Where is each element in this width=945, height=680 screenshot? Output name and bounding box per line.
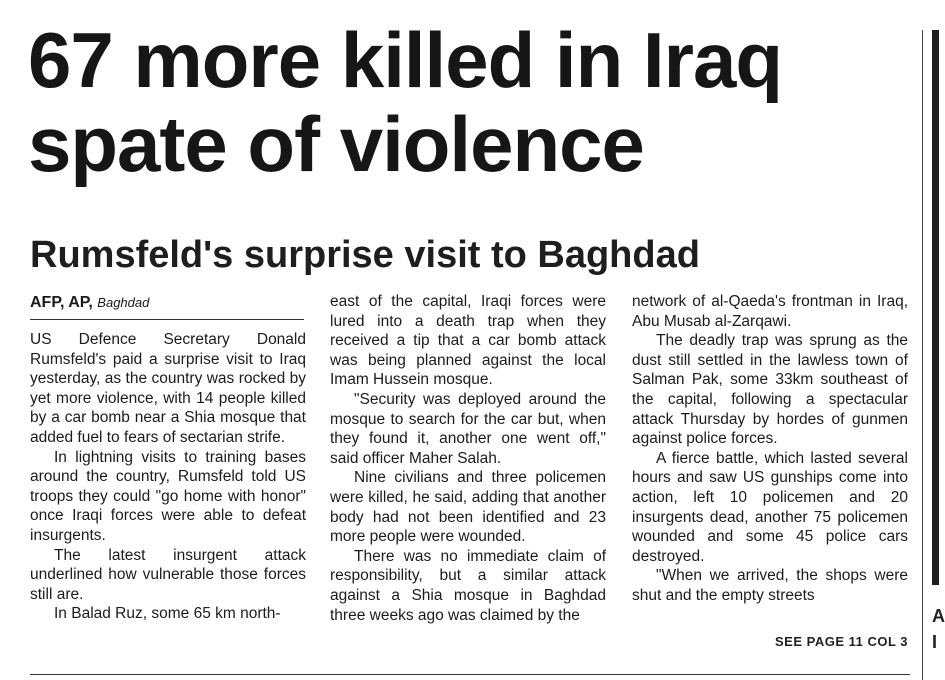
byline-dateline: Baghdad [97, 295, 150, 310]
paragraph: In Balad Ruz, some 65 km north- [54, 605, 281, 623]
bottom-divider [30, 674, 910, 675]
adjacent-text-fragment: A [932, 606, 945, 626]
headline: 67 more killed in Iraq spate of violence [28, 16, 782, 188]
article-column-3 [632, 292, 908, 606]
article-column-1 [30, 330, 306, 624]
paragraph: The latest insurgent attack underlined how vulnerable those forces still are. [30, 546, 306, 603]
paragraph: The deadly trap was sprung as the dust still settled in the lawless town of Salman Pak, some 33km southeast of the capital, following a spectacular attack Thursday by hordes of gunmen against police forces. [632, 332, 908, 448]
adjacent-photo-edge [932, 30, 939, 585]
paragraph: "When we arrived, the shops were shut and the empty streets [632, 567, 908, 604]
paragraph: east of the capital, Iraqi forces were lured into a death trap when they received a tip that a car bomb attack was being planned against the local Imam Hussein mosque. [330, 293, 606, 389]
subheadline: Rumsfeld's surprise visit to Baghdad [30, 234, 700, 276]
paragraph: In lightning visits to training bases around the country, Rumsfeld told US troops they could "go home with honor" once Iraqi forces were able to defeat insurgents. [30, 448, 306, 544]
byline [30, 293, 304, 320]
paragraph: "Security was deployed around the mosque to search for the car but, when they found it, another one went off," said officer Maher Salah. [330, 390, 606, 467]
paragraph: Nine civilians and three policemen were killed, he said, adding that another body had not been identified and 23 more people were wounded. [330, 469, 606, 546]
paragraph: US Defence Secretary Donald Rumsfeld's paid a surprise visit to Iraq yesterday, as the country was rocked by yet more violence, with 14 people killed by a car bomb near a Shia mosque that added fuel to fears of sectarian strife. [30, 331, 306, 446]
byline-agencies: AFP, AP, [30, 294, 93, 311]
paragraph: A fierce battle, which lasted several hours and saw US gunships come into action, left 10 policemen and 20 insurgents dead, another 75 policemen wounded and some 45 police cars destroyed. [632, 449, 908, 565]
jump-line: SEE PAGE 11 COL 3 [774, 634, 908, 649]
article-column-2 [330, 292, 606, 625]
adjacent-text-fragment: I [932, 632, 938, 652]
column-divider [922, 30, 923, 680]
paragraph: network of al-Qaeda's frontman in Iraq, Abu Musab al-Zarqawi. [632, 293, 908, 330]
paragraph: There was no immediate claim of responsibility, but a similar attack against a Shia mosque in Baghdad three weeks ago was claimed by the [330, 547, 606, 624]
